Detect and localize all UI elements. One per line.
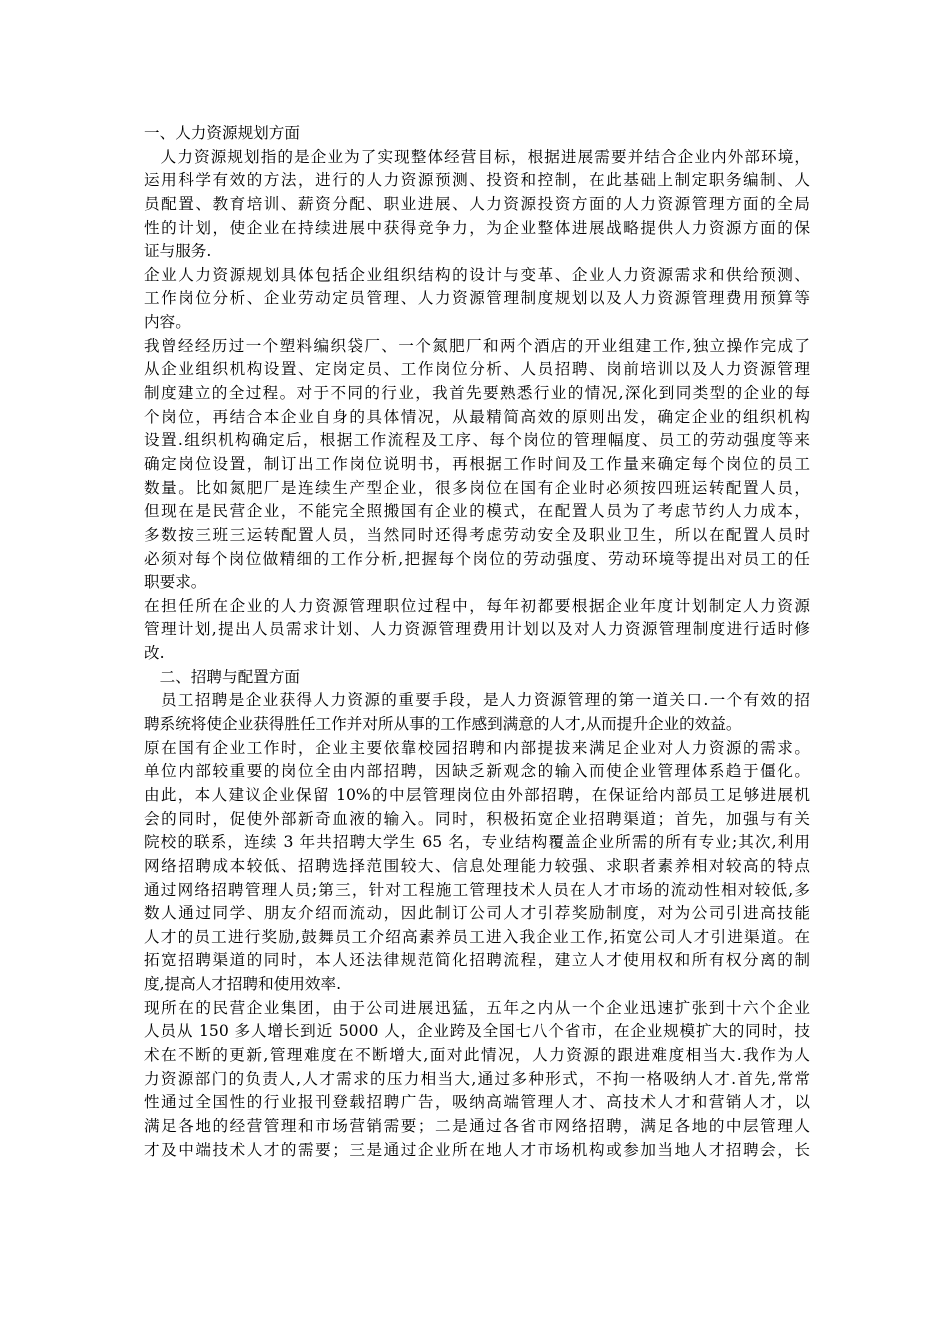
text-line: 制度建立的全过程。对于不同的行业，我首先要熟悉行业的情况,深化到同类型的企业的每	[144, 384, 810, 403]
text-line: 满足各地的经营管理和市场营销需要；二是通过各省市网络招聘，满足各地的中层管理人	[144, 1116, 810, 1135]
text-line: 在担任所在企业的人力资源管理职位过程中，每年初都要根据企业年度计划制定人力资源	[144, 596, 810, 615]
text-line: 数人通过同学、朋友介绍而流动，因此制订公司人才引荐奖励制度，对为公司引进高技能	[144, 904, 810, 923]
text-line: 改.	[144, 644, 165, 663]
text-line: 人力资源规划指的是企业为了实现整体经营目标，根据进展需要并结合企业内外部环境，	[144, 147, 810, 166]
text-line: 证与服务.	[144, 242, 212, 261]
text-line: 由此，本人建议企业保留 10%的中层管理岗位由外部招聘，在保证给内部员工足够进展机	[144, 785, 810, 804]
text-line: 工作岗位分析、企业劳动定员管理、人力资源管理制度规划以及人力资源管理费用预算等	[144, 289, 810, 308]
text-line: 内容。	[144, 313, 191, 332]
text-line: 员配置、教育培训、薪资分配、职业进展、人力资源投资方面的人力资源管理方面的全局	[144, 194, 810, 213]
text-line: 企业人力资源规划具体包括企业组织结构的设计与变革、企业人力资源需求和供给预测、	[144, 265, 810, 284]
text-line: 个岗位，再结合本企业自身的具体情况，从最精简高效的原则出发，确定企业的组织机构	[144, 407, 810, 426]
text-line: 但现在是民营企业，不能完全照搬国有企业的模式，在配置人员为了考虑节约人力成本，	[144, 502, 810, 521]
section-heading: 二、招聘与配置方面	[144, 667, 300, 686]
text-line: 会的同时，促使外部新奇血液的输入。同时，积极拓宽企业招聘渠道；首先，加强与有关	[144, 809, 810, 828]
text-line: 从企业组织机构设置、定岗定员、工作岗位分析、人员招聘、岗前培训以及人力资源管理	[144, 360, 810, 379]
text-line: 术在不断的更新,管理难度在不断增大,面对此情况，人力资源的跟进难度相当大.我作为人	[144, 1045, 810, 1064]
text-line: 力资源部门的负责人,人才需求的压力相当大,通过多种形式，不拘一格吸纳人才.首先,常常	[144, 1069, 810, 1088]
text-line: 聘系统将使企业获得胜任工作并对所从事的工作感到满意的人才,从而提升企业的效益。	[144, 715, 742, 734]
text-line: 确定岗位设置，制订出工作岗位说明书，再根据工作时间及工作量来确定每个岗位的员工	[144, 454, 810, 473]
text-line: 通过网络招聘管理人员;第三，针对工程施工管理技术人员在人才市场的流动性相对较低,多	[144, 880, 810, 899]
text-line: 我曾经经历过一个塑料编织袋厂、一个氮肥厂和两个酒店的开业组建工作,独立操作完成了	[144, 336, 810, 355]
text-line: 多数按三班三运转配置人员，当然同时还得考虑劳动安全及职业卫生，所以在配置人员时	[144, 525, 810, 544]
text-line: 性的计划，使企业在持续进展中获得竞争力，为企业整体进展战略提供人力资源方面的保	[144, 218, 810, 237]
text-line: 职要求。	[144, 573, 207, 592]
text-line: 人员从 150 多人增长到近 5000 人，企业跨及全国七八个省市，在企业规模扩大的同时，技	[144, 1022, 810, 1041]
text-line: 设置.组织机构确定后，根据工作流程及工序、每个岗位的管理幅度、员工的劳动强度等来	[144, 431, 810, 450]
text-line: 院校的联系，连续 3 年共招聘大学生 65 名，专业结构覆盖企业所需的所有专业;其次,利用	[144, 833, 810, 852]
text-line: 人才的员工进行奖励,鼓舞员工介绍高素养员工进入我企业工作,拓宽公司人才引进渠道。在	[144, 927, 810, 946]
text-line: 员工招聘是企业获得人力资源的重要手段，是人力资源管理的第一道关口.一个有效的招	[144, 691, 810, 710]
text-line: 原在国有企业工作时，企业主要依靠校园招聘和内部提拔来满足企业对人力资源的需求。	[144, 738, 810, 757]
text-line: 拓宽招聘渠道的同时，本人还法律规范简化招聘流程，建立人才使用权和所有权分离的制	[144, 951, 810, 970]
text-line: 网络招聘成本较低、招聘选择范围较大、信息处理能力较强、求职者素养相对较高的特点	[144, 856, 810, 875]
section-heading: 一、人力资源规划方面	[144, 124, 300, 142]
text-line: 必须对每个岗位做精细的工作分析,把握每个岗位的劳动强度、劳动环境等提出对员工的任	[144, 549, 810, 568]
text-line: 性通过全国性的行业报刊登载招聘广告，吸纳高端管理人才、高技术人才和营销人才，以	[144, 1093, 810, 1112]
text-line: 才及中端技术人才的需要；三是通过企业所在地人才市场机构或参加当地人才招聘会，长	[144, 1140, 810, 1159]
text-line: 度,提高人才招聘和使用效率.	[144, 975, 342, 994]
document-body	[144, 122, 810, 1162]
text-line: 运用科学有效的方法，进行的人力资源预测、投资和控制，在此基础上制定职务编制、人	[144, 171, 810, 190]
text-line: 管理计划,提出人员需求计划、人力资源管理费用计划以及对人力资源管理制度进行适时修	[144, 620, 810, 639]
text-line: 现所在的民营企业集团，由于公司进展迅猛，五年之内从一个企业迅速扩张到十六个企业	[144, 998, 810, 1017]
text-line: 数量。比如氮肥厂是连续生产型企业，很多岗位在国有企业时必须按四班运转配置人员，	[144, 478, 810, 497]
text-line: 单位内部较重要的岗位全由内部招聘，因缺乏新观念的输入而使企业管理体系趋于僵化。	[144, 762, 810, 781]
